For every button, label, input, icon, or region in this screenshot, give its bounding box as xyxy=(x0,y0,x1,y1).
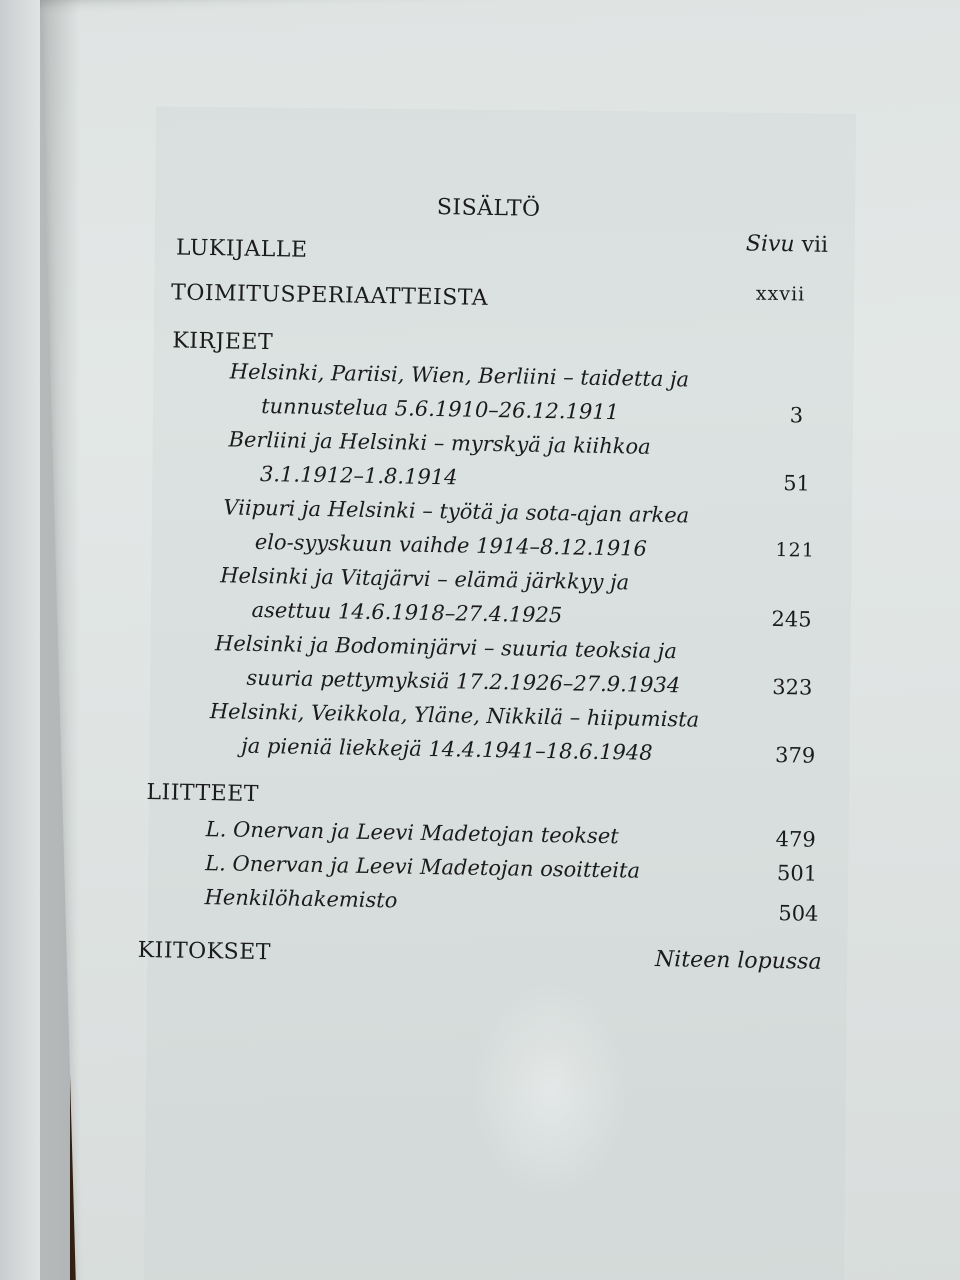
entry-line2: 3.1.1912–1.8.1914 xyxy=(259,461,458,490)
entry-page: 3 xyxy=(789,403,804,428)
entry-line2: ja pieniä liekkejä 14.4.1941–18.6.1948 xyxy=(241,733,653,765)
appendix-label: Henkilöhakemisto xyxy=(204,885,398,913)
appendix-page: 504 xyxy=(778,901,819,926)
entry-line2: tunnustelua 5.6.1910–26.12.1911 xyxy=(260,393,620,425)
entry-line1: Viipuri ja Helsinki – työtä ja sota-ajan arkea xyxy=(223,495,690,528)
entry-line2: elo-syyskuun vaihde 1914–8.12.1916 xyxy=(254,529,648,561)
entry-page: 121 xyxy=(775,538,815,562)
toc-page-toimitusperiaatteista: xxvii xyxy=(755,282,806,306)
entry-page: 245 xyxy=(771,606,812,632)
toc-label-toimitusperiaatteista: TOIMITUSPERIAATTEISTA xyxy=(170,280,489,311)
page-prefix: Sivu xyxy=(745,231,795,258)
toc-row-toimitusperiaatteista xyxy=(147,280,827,326)
entry-line1: Berliini ja Helsinki – myrskyä ja kiihkoa xyxy=(228,427,651,459)
entry-line2: asettuu 14.6.1918–27.4.1925 xyxy=(251,597,563,628)
entry-line1: Helsinki ja Vitajärvi – elämä järkkyy ja xyxy=(220,563,630,595)
toc-label-kirjeet: KIRJEET xyxy=(172,328,274,356)
toc-page-kiitokset: Niteen lopussa xyxy=(654,946,822,975)
toc-row-kiitokset xyxy=(135,937,822,984)
entry-line2: suuria pettymyksiä 17.2.1926–27.9.1934 xyxy=(246,665,681,698)
toc-title: SISÄLTÖ xyxy=(436,195,541,222)
entry-page: 51 xyxy=(782,471,811,496)
appendix-label: L. Onervan ja Leevi Madetojan teokset xyxy=(205,817,619,849)
appendix-page: 501 xyxy=(776,861,818,886)
toc-page-lukijalle xyxy=(746,231,829,257)
toc-label-liitteet: LIITTEET xyxy=(146,780,260,808)
entry-page: 379 xyxy=(774,743,816,768)
toc-label-kiitokset: KIITOKSET xyxy=(137,937,272,966)
entry-line1: Helsinki ja Bodominjärvi – suuria teoksia ja xyxy=(214,631,678,664)
toc-label-lukijalle: LUKIJALLE xyxy=(175,235,308,263)
entry-page: 323 xyxy=(772,674,813,700)
appendix-label: L. Onervan ja Leevi Madetojan osoitteita xyxy=(205,851,641,883)
gutter-shadow xyxy=(40,0,80,1280)
light-glare xyxy=(470,980,630,1200)
page-number: vii xyxy=(801,232,829,258)
appendix-page: 479 xyxy=(775,827,816,852)
entry-line1: Helsinki, Veikkola, Yläne, Nikkilä – hiipumista xyxy=(209,699,700,732)
entry-line1: Helsinki, Pariisi, Wien, Berliini – taidetta ja xyxy=(229,359,690,392)
toc-row-lukijalle xyxy=(148,231,829,281)
